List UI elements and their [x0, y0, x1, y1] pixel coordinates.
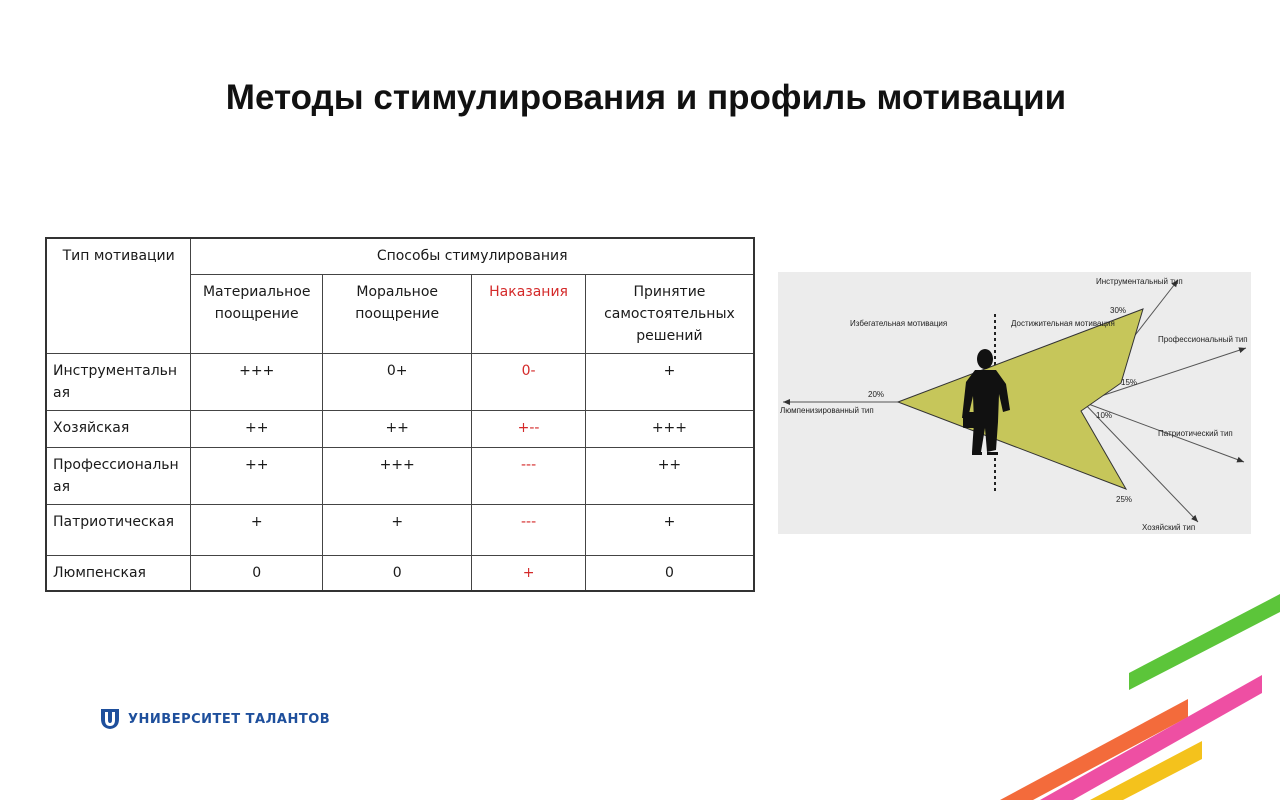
row-label: Профессиональная	[46, 447, 191, 504]
table-row	[46, 555, 754, 591]
table-cell: +++	[323, 447, 472, 504]
motivation-profile-diagram	[778, 272, 1251, 534]
col-header-moral: Моральное поощрение	[323, 274, 472, 353]
table-cell: +++	[191, 353, 323, 410]
table-cell: +	[323, 504, 472, 555]
university-logo-icon	[100, 708, 120, 730]
table-cell: ++	[191, 447, 323, 504]
row-label: Инструментальная	[46, 353, 191, 410]
percent-patriotic: 10%	[1096, 411, 1113, 420]
table-cell: ++	[191, 410, 323, 447]
row-label: Хозяйская	[46, 410, 191, 447]
stripe-green	[1129, 594, 1280, 690]
table-cell: 0-	[472, 353, 586, 410]
label-type-professional: Профессиональный тип	[1158, 335, 1248, 344]
table-cell: +++	[585, 410, 754, 447]
col-header-punishment: Наказания	[472, 274, 586, 353]
table-cell: ++	[323, 410, 472, 447]
percent-lumpen: 20%	[868, 390, 885, 399]
table-row	[46, 353, 754, 410]
table-row	[46, 410, 754, 447]
label-type-lumpen: Люмпенизированный тип	[780, 406, 874, 415]
row-label: Люмпенская	[46, 555, 191, 591]
percent-instrumental: 30%	[1110, 306, 1127, 315]
table-row	[46, 504, 754, 555]
col-header-independent: Принятие самостоятельных решений	[585, 274, 754, 353]
table-cell: ---	[472, 504, 586, 555]
percent-professional: 15%	[1121, 378, 1138, 387]
table-cell: 0+	[323, 353, 472, 410]
label-type-master: Хозяйский тип	[1142, 523, 1196, 532]
label-avoid: Избегательная мотивация	[850, 319, 948, 328]
header-type-cell: Тип мотивации	[46, 238, 191, 353]
col-header-material: Материальное поощрение	[191, 274, 323, 353]
row-label: Патриотическая	[46, 504, 191, 555]
table-cell: +	[585, 353, 754, 410]
table-cell: ++	[585, 447, 754, 504]
header-methods-cell: Способы стимулирования	[191, 238, 754, 274]
stripe-yellow	[1090, 741, 1202, 800]
label-type-patriotic: Патриотический тип	[1158, 429, 1233, 438]
percent-master: 25%	[1116, 495, 1133, 504]
table-cell: 0	[323, 555, 472, 591]
table-cell: +	[585, 504, 754, 555]
stripe-orange	[1000, 699, 1188, 800]
table-row	[46, 447, 754, 504]
table-cell: 0	[585, 555, 754, 591]
label-type-instrumental: Инструментальный тип	[1096, 277, 1183, 286]
table-cell: 0	[191, 555, 323, 591]
stripe-pink	[1040, 675, 1262, 800]
table-cell: +	[472, 555, 586, 591]
table-cell: ---	[472, 447, 586, 504]
motivation-methods-table	[45, 237, 755, 592]
university-logo	[100, 707, 330, 731]
logo-text: УНИВЕРСИТЕТ ТАЛАНТОВ	[128, 711, 331, 727]
table-cell: +--	[472, 410, 586, 447]
table-cell: +	[191, 504, 323, 555]
page-title: Методы стимулирования и профиль мотивации	[225, 78, 1067, 117]
label-achieve: Достижительная мотивация	[1011, 319, 1115, 328]
